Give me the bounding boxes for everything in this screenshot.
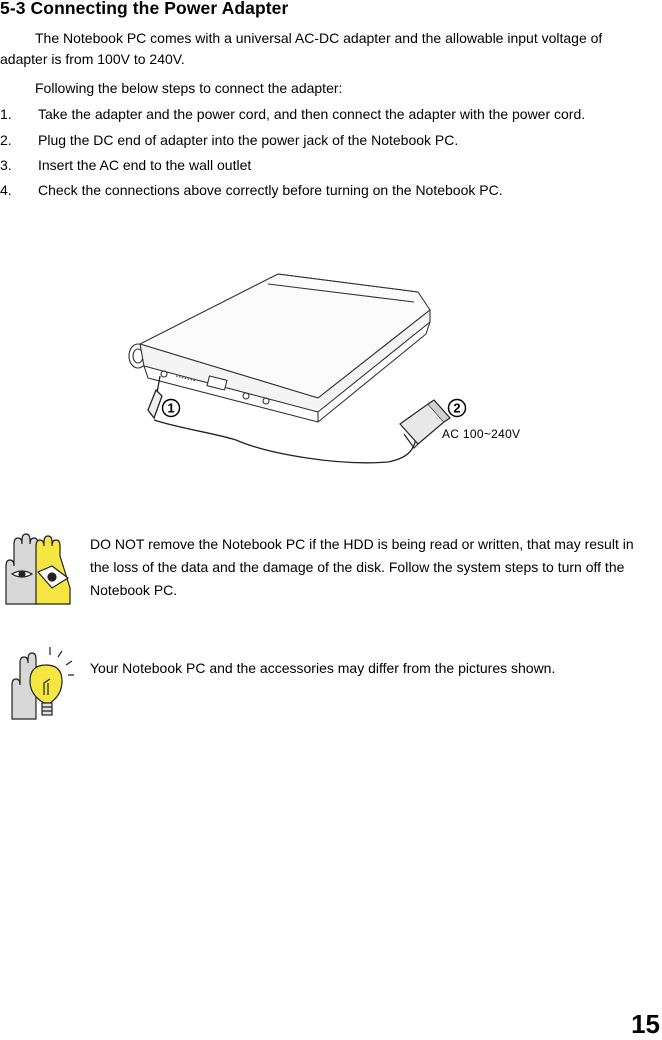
list-item <box>0 155 655 176</box>
step-text: Check the connections above correctly before turning on the Notebook PC. <box>38 182 503 198</box>
step-text: Take the adapter and the power cord, and then connect the adapter with the power cord. <box>38 106 586 122</box>
caution-hand-icon <box>0 530 74 610</box>
section-title: 5-3 Connecting the Power Adapter <box>0 0 289 18</box>
step-number: 4. <box>0 182 12 198</box>
step-number: 2. <box>0 132 12 148</box>
page-number: 15 <box>631 1009 660 1039</box>
list-item <box>0 180 655 201</box>
adapter-connection-illustration <box>118 262 544 472</box>
steps-intro: Following the below steps to connect the adapter: <box>35 80 343 96</box>
steps-list <box>0 104 655 205</box>
step-number: 3. <box>0 157 12 173</box>
step-text: Plug the DC end of adapter into the power jack of the Notebook PC. <box>38 132 459 148</box>
step-number: 1. <box>0 106 12 122</box>
lightbulb-hand-icon <box>0 645 74 725</box>
intro-paragraph: The Notebook PC comes with a universal AC-DC adapter and the allowable input voltage of adapter is from 100V to 240V. <box>0 30 603 67</box>
warning-text: DO NOT remove the Notebook PC if the HDD is being read or written, that may result in the loss of the data and the damage of the disk. Follow the system steps to turn off the Notebook PC. <box>90 536 634 598</box>
list-item <box>0 130 655 151</box>
voltage-label: AC 100~240V <box>442 427 521 441</box>
tip-text: Your Notebook PC and the accessories may differ from the pictures shown. <box>90 660 556 676</box>
callout-2: 2 <box>453 400 461 416</box>
step-text: Insert the AC end to the wall outlet <box>38 157 252 173</box>
list-item <box>0 104 655 125</box>
callout-1: 1 <box>167 400 175 416</box>
